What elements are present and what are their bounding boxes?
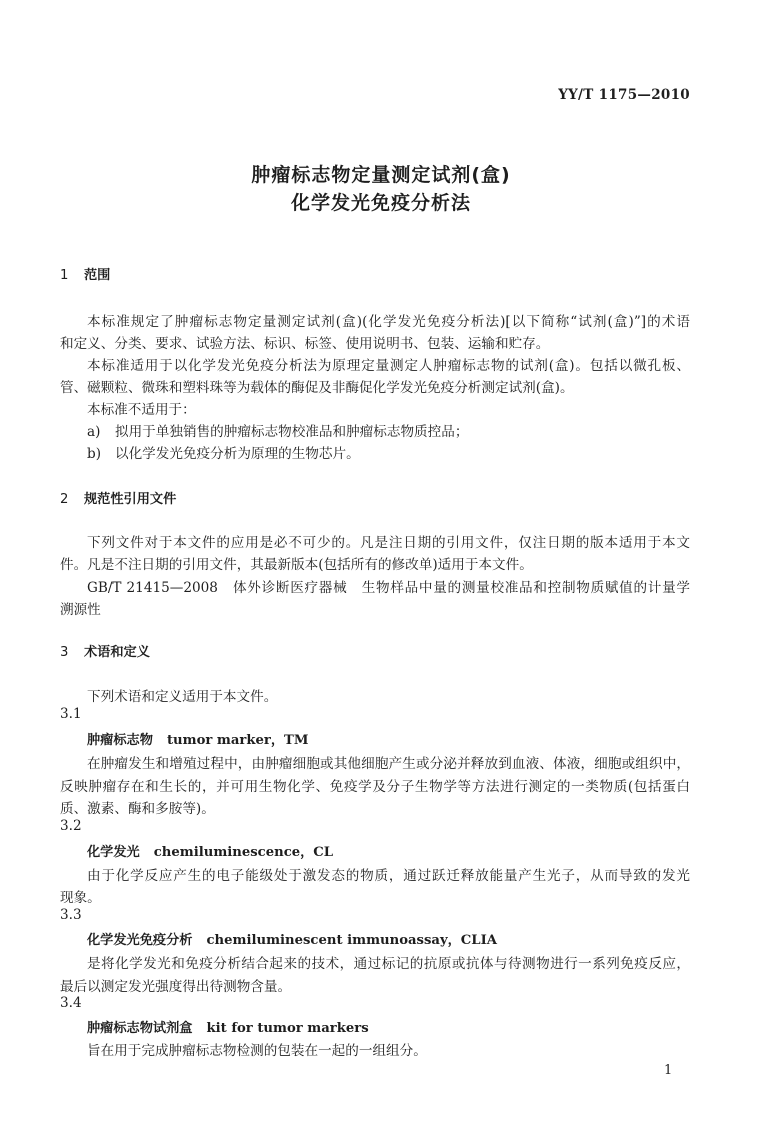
section-2-number: 2 [60, 492, 69, 507]
term-3-4-english: kit for tumor markers [206, 1021, 369, 1036]
s1-paragraph-2-line-1: 本标准适用于以化学发光免疫分析法为原理定量测定人肿瘤标志物的试剂(盒)。包括以微孔板、 [87, 358, 690, 374]
s1-list-item-a [87, 420, 468, 440]
s1-paragraph-1-line-1: 本标准规定了肿瘤标志物定量测定试剂(盒)(化学发光免疫分析法)[以下简称“试剂(盒)”]的术语 [87, 314, 690, 330]
term-3-3-english: chemiluminescent immunoassay，CLIA [206, 933, 497, 948]
s2-reference-line-1: GB/T 21415—2008 体外诊断医疗器械 生物样品中量的测量校准品和控制物质赋值的计量学 [87, 580, 690, 596]
term-3-4-label [87, 1017, 369, 1036]
term-3-3-number: 3.3 [60, 907, 82, 923]
term-3-3-definition-line-2: 最后以测定发光强度得出待测物含量。 [60, 979, 292, 995]
section-3-number: 3 [60, 645, 69, 660]
term-3-2-english: chemiluminescence，CL [153, 845, 334, 860]
term-3-2-label [87, 841, 333, 860]
term-3-3-definition-line-1: 是将化学发光和免疫分析结合起来的技术，通过标记的抗原或抗体与待测物进行一系列免疫反应， [87, 956, 690, 972]
term-3-3-chinese: 化学发光免疫分析 [87, 933, 193, 948]
section-1-title: 范围 [84, 268, 111, 283]
section-1-heading [60, 264, 110, 283]
term-3-1-english: tumor marker，TM [166, 733, 309, 748]
s1-paragraph-3: 本标准不适用于： [87, 402, 196, 418]
list-marker-a: a) [87, 424, 101, 440]
section-3-heading [60, 641, 150, 660]
term-3-1-definition-line-3: 质、激素、酶和多胺等)。 [60, 801, 215, 817]
section-2-title: 规范性引用文件 [84, 492, 177, 507]
standard-code: YY/T 1175—2010 [558, 87, 690, 103]
term-3-2-definition-line-1: 由于化学反应产生的电子能级处于激发态的物质，通过跃迁释放能量产生光子，从而导致的发光 [87, 868, 690, 884]
term-3-2-chinese: 化学发光 [87, 845, 140, 860]
s2-reference-line-2: 溯源性 [60, 602, 101, 618]
term-3-1-definition-line-2: 反映肿瘤存在和生长的，并可用生物化学、免疫学及分子生物学等方法进行测定的一类物质(包括蛋白 [60, 779, 690, 795]
term-3-4-definition-line-1: 旨在用于完成肿瘤标志物检测的包装在一起的一组组分。 [87, 1043, 427, 1059]
term-3-4-chinese: 肿瘤标志物试剂盒 [87, 1021, 193, 1036]
title-line-2: 化学发光免疫分析法 [290, 192, 471, 214]
term-3-2-number: 3.2 [60, 818, 82, 834]
s1-paragraph-1-line-2: 和定义、分类、要求、试验方法、标识、标签、使用说明书、包装、运输和贮存。 [60, 336, 550, 352]
list-marker-b: b) [87, 446, 102, 462]
list-item-b-text: 以化学发光免疫分析为原理的生物芯片。 [115, 446, 360, 462]
page-number: 1 [664, 1063, 673, 1078]
list-item-a-text: 拟用于单独销售的肿瘤标志物校准品和肿瘤标志物质控品； [115, 424, 469, 440]
section-3-title: 术语和定义 [84, 645, 150, 660]
s2-paragraph-line-1: 下列文件对于本文件的应用是必不可少的。凡是注日期的引用文件，仅注日期的版本适用于本文 [87, 535, 690, 551]
s3-intro: 下列术语和定义适用于本文件。 [87, 689, 278, 705]
term-3-4-number: 3.4 [60, 995, 82, 1011]
s2-paragraph-line-2: 件。凡是不注日期的引用文件，其最新版本(包括所有的修改单)适用于本文件。 [60, 557, 533, 573]
title-line-1: 肿瘤标志物定量测定试剂(盒) [251, 164, 511, 186]
section-2-heading [60, 488, 176, 507]
term-3-1-number: 3.1 [60, 706, 82, 722]
s1-list-item-b [87, 442, 360, 462]
term-3-3-label [87, 929, 497, 948]
term-3-1-definition-line-1: 在肿瘤发生和增殖过程中，由肿瘤细胞或其他细胞产生或分泌并释放到血液、体液，细胞或组织中， [87, 756, 690, 772]
s1-paragraph-2-line-2: 管、磁颗粒、微珠和塑料珠等为载体的酶促及非酶促化学发光免疫分析测定试剂(盒)。 [60, 380, 574, 396]
term-3-2-definition-line-2: 现象。 [60, 890, 101, 906]
section-1-number: 1 [60, 268, 69, 283]
term-3-1-label [87, 729, 308, 748]
term-3-1-chinese: 肿瘤标志物 [87, 733, 153, 748]
